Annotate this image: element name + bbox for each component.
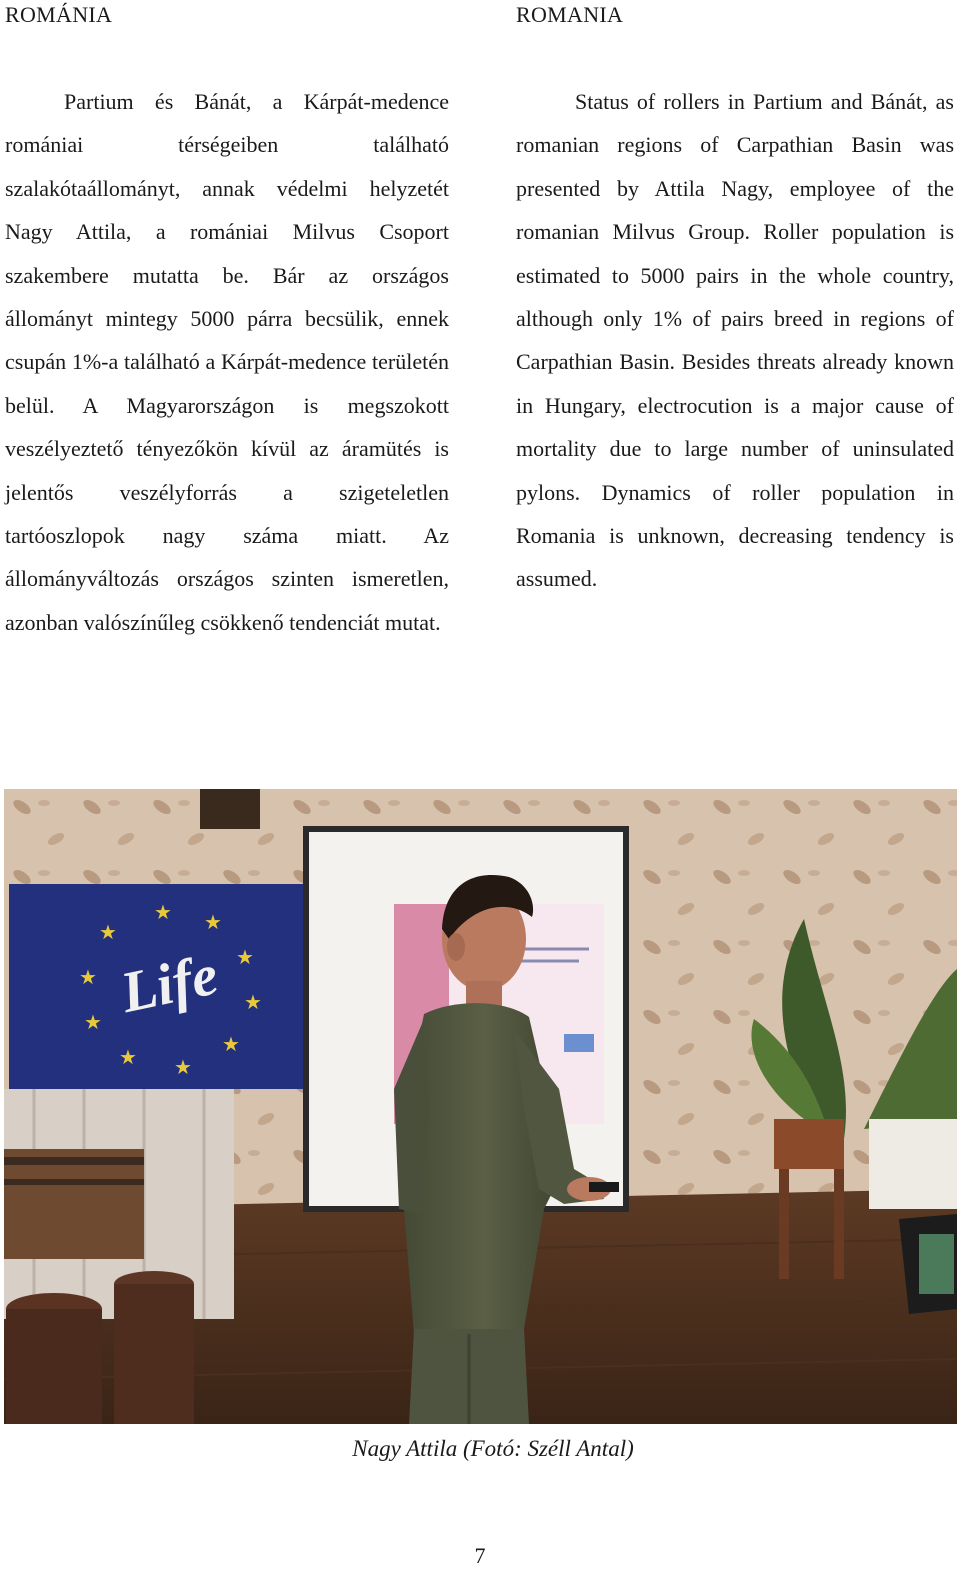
wall-clock (200, 789, 260, 829)
svg-text:★: ★ (79, 965, 97, 989)
photo-caption: Nagy Attila (Fotó: Széll Antal) (352, 1436, 634, 1461)
svg-text:★: ★ (222, 1032, 240, 1056)
remote-control (589, 1182, 619, 1192)
svg-text:★: ★ (154, 900, 172, 924)
page-number: 7 (474, 1543, 486, 1568)
svg-text:★: ★ (204, 910, 222, 934)
hungarian-column (5, 80, 449, 644)
svg-text:★: ★ (99, 920, 117, 944)
hungarian-paragraph: Partium és Bánát, a Kárpát-medence romániai térségeiben található szalakótaállományt, annak védelmi helyzetét Nagy Attila, a romániai Milvus Csoport szakembere mutatta be. Bár az országos állományt mintegy 5000 párra becsülik, ennek csupán 1%-a található a Kárpát-medence területén belül. A Magyarországon is megszokott veszélyeztető tényezőkön kívül az áramütés is jelentős veszélyforrás a szigeteletlen tartóoszlopok nagy száma miatt. Az állományváltozás országos szinten ismeretlen, azonban valószínűleg csökkenő tendenciát mutat. (5, 89, 449, 635)
english-paragraph: Status of rollers in Partium and Bánát, as romanian regions of Carpathian Basin was presented by Attila Nagy, employee of the romanian Milvus Group. Roller population is estimated to 5000 pairs in the whole country, although only 1% of pairs breed in regions of Carpathian Basin. Besides threats already known in Hungary, electrocution is a major cause of mortality due to large number of uninsulated pylons. Dynamics of roller population in Romania is unknown, decreasing tendency is assumed. (516, 89, 954, 592)
svg-text:★: ★ (236, 945, 254, 969)
svg-text:★: ★ (174, 1055, 192, 1079)
svg-text:★: ★ (119, 1045, 137, 1069)
header-right: ROMANIA (516, 2, 624, 27)
flag-life-text: Life (115, 941, 224, 1026)
header-left: ROMÁNIA (5, 2, 113, 27)
svg-text:★: ★ (84, 1010, 102, 1034)
svg-text:★: ★ (244, 990, 262, 1014)
radiator (869, 1119, 957, 1209)
chair (774, 1119, 844, 1169)
left-cabinet (4, 1149, 144, 1259)
english-column (516, 80, 954, 601)
presenter-photo (4, 789, 957, 1424)
